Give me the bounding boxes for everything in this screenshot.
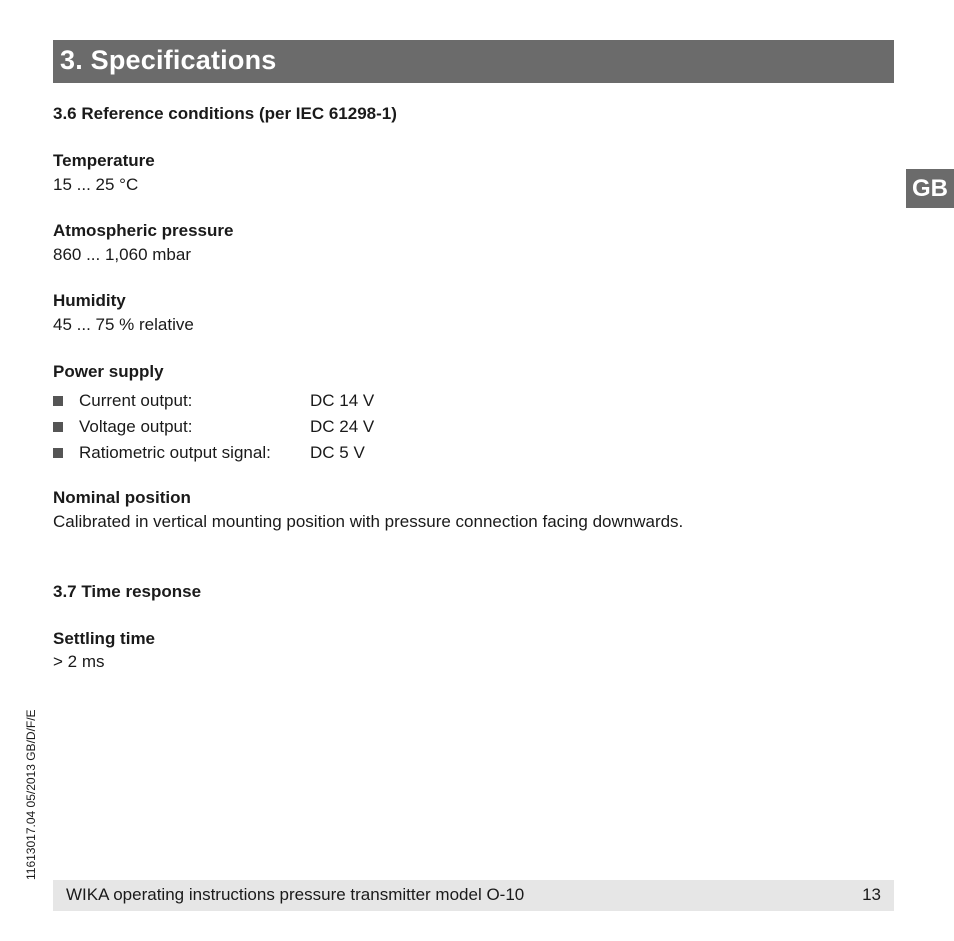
document-code: 11613017.04 05/2013 GB/D/F/E: [24, 709, 38, 880]
power-supply-item-label: Ratiometric output signal:: [79, 443, 271, 462]
humidity-value: 45 ... 75 % relative: [53, 315, 194, 334]
temperature-label: Temperature: [53, 151, 155, 170]
page-number: 13: [862, 885, 881, 904]
chapter-header: [53, 40, 894, 83]
power-supply-item-value: DC 5 V: [310, 443, 365, 462]
chapter-title: 3. Specifications: [60, 45, 277, 75]
power-supply-item-label: Current output:: [79, 391, 193, 410]
power-supply-item-value: DC 14 V: [310, 391, 375, 410]
atmospheric-pressure-value: 860 ... 1,060 mbar: [53, 245, 191, 264]
square-bullet-icon: [53, 422, 63, 432]
nominal-position-value: Calibrated in vertical mounting position with pressure connection facing downwards.: [53, 512, 684, 531]
language-tab: GB: [906, 169, 954, 208]
nominal-position-label: Nominal position: [53, 488, 191, 507]
humidity-label: Humidity: [53, 291, 126, 310]
section-heading-time-response: 3.7 Time response: [53, 582, 202, 601]
page-footer: [53, 880, 894, 911]
square-bullet-icon: [53, 396, 63, 406]
settling-time-value: > 2 ms: [53, 652, 105, 671]
square-bullet-icon: [53, 448, 63, 458]
power-supply-item-value: DC 24 V: [310, 417, 375, 436]
atmospheric-pressure-label: Atmospheric pressure: [53, 221, 234, 240]
power-supply-item-label: Voltage output:: [79, 417, 193, 436]
footer-text: WIKA operating instructions pressure transmitter model O-10: [66, 885, 525, 904]
section-heading-reference-conditions: 3.6 Reference conditions (per IEC 61298-1): [53, 104, 397, 123]
settling-time-label: Settling time: [53, 629, 156, 648]
temperature-value: 15 ... 25 °C: [53, 175, 139, 194]
power-supply-label: Power supply: [53, 362, 164, 381]
